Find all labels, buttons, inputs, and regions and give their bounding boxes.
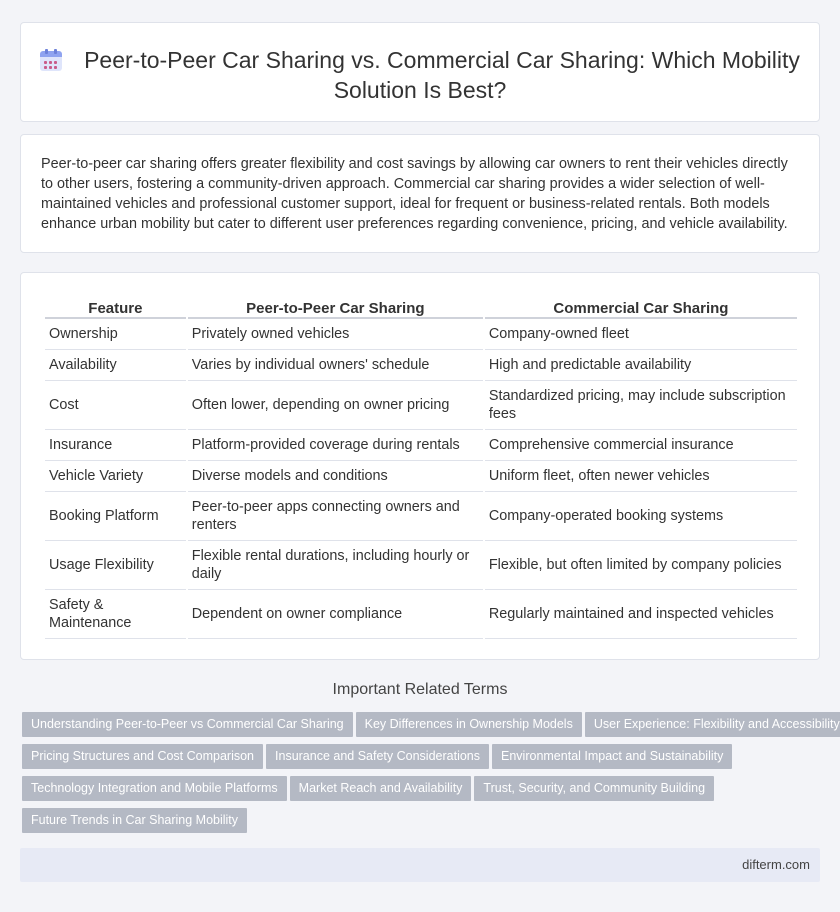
table-cell: High and predictable availability (485, 350, 797, 381)
page-title: Peer-to-Peer Car Sharing vs. Commercial Car Sharing: Which Mobility Solution Is Best? (84, 47, 800, 103)
table-cell: Diverse models and conditions (188, 461, 483, 492)
calendar-icon (40, 49, 62, 71)
table-cell: Insurance (45, 430, 186, 461)
table-cell: Company-owned fleet (485, 319, 797, 350)
table-cell: Standardized pricing, may include subscription fees (485, 381, 797, 430)
related-term-tag[interactable]: Insurance and Safety Considerations (266, 744, 489, 769)
title-card (20, 22, 820, 122)
related-term-tag[interactable]: Key Differences in Ownership Models (356, 712, 582, 737)
table-cell: Flexible, but often limited by company policies (485, 541, 797, 590)
table-row (45, 350, 797, 381)
table-cell: Peer-to-peer apps connecting owners and renters (188, 492, 483, 541)
related-term-tag[interactable]: Future Trends in Car Sharing Mobility (22, 808, 247, 833)
table-row (45, 541, 797, 590)
intro-card (20, 134, 820, 253)
table-cell: Regularly maintained and inspected vehicles (485, 590, 797, 639)
table-cell: Cost (45, 381, 186, 430)
tag-row (22, 744, 735, 770)
table-cell: Safety & Maintenance (45, 590, 186, 639)
table-cell: Vehicle Variety (45, 461, 186, 492)
comparison-card (20, 272, 820, 660)
related-term-tag[interactable]: Trust, Security, and Community Building (474, 776, 714, 801)
footer-site-link[interactable]: difterm.com (742, 857, 810, 872)
table-row (45, 590, 797, 639)
table-row (45, 461, 797, 492)
table-row (45, 319, 797, 350)
table-cell: Comprehensive commercial insurance (485, 430, 797, 461)
table-cell: Dependent on owner compliance (188, 590, 483, 639)
related-term-tag[interactable]: Market Reach and Availability (290, 776, 472, 801)
comparison-table (43, 295, 799, 639)
related-term-tag[interactable]: User Experience: Flexibility and Accessibility (585, 712, 840, 737)
table-header-peer: Peer-to-Peer Car Sharing (188, 295, 483, 319)
footer (20, 848, 820, 882)
title-wrap (21, 45, 819, 105)
related-term-tag[interactable]: Pricing Structures and Cost Comparison (22, 744, 263, 769)
table-cell: Availability (45, 350, 186, 381)
related-terms-heading: Important Related Terms (332, 681, 508, 698)
table-cell: Often lower, depending on owner pricing (188, 381, 483, 430)
tag-row (22, 776, 717, 802)
table-cell: Privately owned vehicles (188, 319, 483, 350)
related-term-tag[interactable]: Understanding Peer-to-Peer vs Commercial Car Sharing (22, 712, 353, 737)
table-row (45, 381, 797, 430)
table-cell: Varies by individual owners' schedule (188, 350, 483, 381)
intro-text: Peer-to-peer car sharing offers greater flexibility and cost savings by allowing car owners to rent their vehicles directly to other users, fostering a community-driven approach. Commercial car sharing provides a wider selection of well-maintained vehicles and professional customer support, ideal for frequent or business-related rentals. Both models enhance urban mobility but cater to different user preferences regarding convenience, pricing, and vehicle availability. (41, 156, 788, 232)
table-row (45, 430, 797, 461)
tag-row (22, 808, 250, 834)
table-header-feature: Feature (45, 295, 186, 319)
tag-row (22, 712, 840, 738)
related-term-tag[interactable]: Technology Integration and Mobile Platforms (22, 776, 287, 801)
table-cell: Flexible rental durations, including hourly or daily (188, 541, 483, 590)
table-cell: Uniform fleet, often newer vehicles (485, 461, 797, 492)
table-cell: Booking Platform (45, 492, 186, 541)
table-header-commercial: Commercial Car Sharing (485, 295, 797, 319)
table-cell: Company-operated booking systems (485, 492, 797, 541)
table-cell: Usage Flexibility (45, 541, 186, 590)
table-cell: Ownership (45, 319, 186, 350)
table-header-row (45, 295, 797, 319)
table-row (45, 492, 797, 541)
related-term-tag[interactable]: Environmental Impact and Sustainability (492, 744, 732, 769)
table-cell: Platform-provided coverage during rentals (188, 430, 483, 461)
